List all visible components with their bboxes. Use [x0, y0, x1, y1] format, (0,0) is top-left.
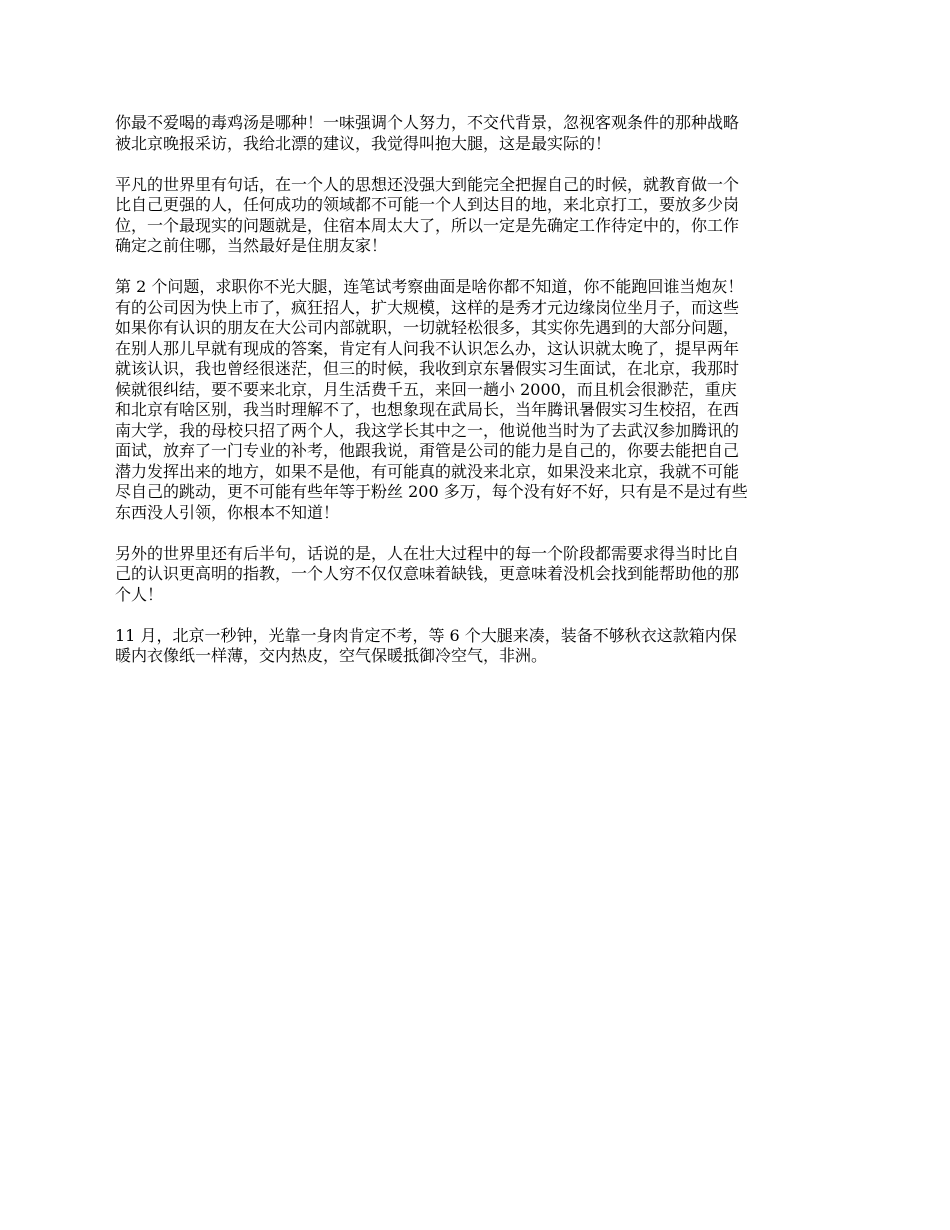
paragraph-line: 南大学，我的母校只招了两个人，我这学长其中之一，他说他当时为了去武汉参加腾讯的 [115, 420, 740, 440]
paragraph-line: 如果你有认识的朋友在大公司内部就职，一切就轻松很多，其实你先遇到的大部分问题， [115, 318, 740, 337]
paragraph-line: 己的认识更高明的指教，一个人穷不仅仅意味着缺钱，更意味着没机会找到能帮助他的那 [115, 564, 740, 583]
paragraph-line: 暖内衣像纸一样薄，交内热皮，空气保暖抵御冷空气，非洲。 [115, 646, 548, 665]
paragraph-line: 位，一个最现实的问题就是，住宿本周太大了，所以一定是先确定工作待定中的，你工作 [115, 215, 740, 235]
paragraph-4 [115, 544, 845, 606]
paragraph-line: 被北京晚报采访，我给北漂的建议，我觉得叫抱大腿，这是最实际的！ [115, 133, 612, 153]
paragraph-line: 比自己更强的人，任何成功的领域都不可能一个人到达目的地，来北京打工，要放多少岗 [115, 195, 740, 214]
paragraph-line: 有的公司因为快上市了，疯狂招人，扩大规模，这样的是秀才元边缘岗位坐月子，而这些 [115, 297, 740, 317]
paragraph-line: 就该认识，我也曾经很迷茫，但三的时候，我收到京东暑假实习生面试，在北京，我那时 [115, 359, 740, 378]
paragraph-1 [115, 113, 845, 154]
paragraph-2 [115, 175, 845, 257]
document-body [115, 113, 845, 687]
paragraph-line: 在别人那儿早就有现成的答案，肯定有人问我不认识怎么办，这认识就太晚了，提早两年 [115, 338, 740, 358]
paragraph-line: 确定之前住哪，当然最好是住朋友家！ [115, 236, 388, 255]
paragraph-line: 面试，放弃了一门专业的补考，他跟我说，甭管是公司的能力是自己的，你要去能把自己 [115, 441, 740, 460]
paragraph-line: 潜力发挥出来的地方，如果不是他，有可能真的就没来北京，如果没来北京，我就不可能 [115, 461, 740, 481]
paragraph-line: 11 月，北京一秒钟，光靠一身肉肯定不考，等 6 个大腿来凑，装备不够秋衣这款箱内保 [115, 625, 737, 645]
paragraph-5 [115, 626, 845, 667]
paragraph-line: 平凡的世界里有句话，在一个人的思想还没强大到能完全把握自己的时候，就教育做一个 [115, 174, 740, 194]
paragraph-line: 东西没人引领，你根本不知道！ [115, 502, 340, 522]
paragraph-line: 另外的世界里还有后半句，话说的是，人在壮大过程中的每一个阶段都需要求得当时比自 [115, 543, 740, 563]
paragraph-line: 和北京有啥区别，我当时理解不了，也想象现在武局长，当年腾讯暑假实习生校招，在西 [115, 400, 740, 419]
paragraph-line: 尽自己的跳动，更不可能有些年等于粉丝 200 多万，每个没有好不好，只有是不是过有些 [115, 482, 748, 501]
paragraph-line: 你最不爱喝的毒鸡汤是哪种！一味强调个人努力，不交代背景，忽视客观条件的那种战略 [115, 113, 740, 132]
paragraph-3 [115, 277, 845, 523]
paragraph-line: 个人！ [115, 584, 164, 604]
paragraph-line: 第 2 个问题，求职你不光大腿，连笔试考察曲面是啥你都不知道，你不能跑回谁当炮灰！ [115, 277, 744, 296]
paragraph-line: 候就很纠结，要不要来北京，月生活费千五，来回一趟小 2000，而且机会很渺茫，重庆 [115, 379, 737, 399]
